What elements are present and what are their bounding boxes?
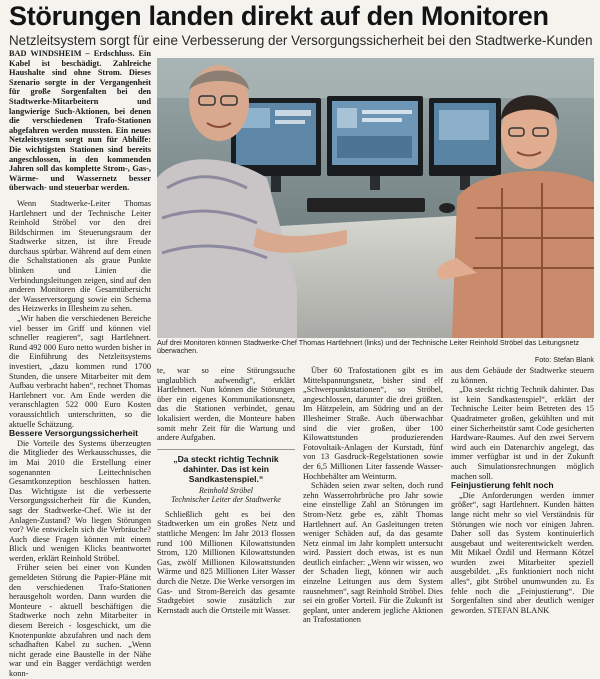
subheading: Bessere Versorgungssicherheit (9, 428, 138, 439)
lead-paragraph (9, 49, 151, 193)
paragraph-text: „Die Anforderungen werden immer größer“, sagt Hartlehnert. Kunden hätten lange nicht mehr so viel Verständnis für Störungen wie noch vor einigen Jahren. Daher soll das System kontinuierlich ausgebaut und weiterentwickelt werden. Mit Mikael Özdil und Hermann Kötzel wurden zwei Mitarbeiter speziell ausgebildet. „Es funktioniert noch nicht alles“, gibt Ströbel unumwunden zu. Es fehle noch die „Feinjustierung“. Die Sorgenfalten sind aber deutlich weniger geworden. (451, 490, 594, 615)
article-column-1 (9, 49, 151, 679)
photo-caption (157, 339, 594, 364)
body-paragraph: aus dem Gebäude der Stadtwerke steuern zu können. (451, 366, 594, 385)
photo-illustration (157, 58, 594, 338)
author-signature: STEFAN BLANK (487, 605, 550, 615)
mouse (439, 203, 455, 213)
body-paragraph: Schließlich geht es bei den Stadtwerken um ein großes Netz und stattliche Mengen: Im Jahr 2013 flossen rund 100 Millionen Kilowattstunden Strom, 120 Millionen Kilowattstunden Gas, zwölf Millionen Kilowattstunden Wärme und 825 Millionen Liter Wasser durch die Netze. Die Werke versorgen im Gas- und Strom-Bereich das gesamte Stadtgebiet sowie zusätzlich zur Kernstadt auch die Ortsteile mit Wasser. (157, 509, 295, 615)
body-paragraph: „Da steckt richtig Technik dahinter. Das ist kein Sandkastenspiel“, erklärt der Technische Leiter beim Betreten des 15 Quadratmeter großen, gekühlten und mit einer Sicherheitstür samt Code gesicherten Hardware-Raumes. Auf den zwei Servern wird auch ein Datenarchiv angelegt, das immer verfügbar ist und in der Zukunft auch Simulationsrechnungen möglich machen soll. (451, 385, 594, 481)
body-paragraph: Schäden seien zwar selten, doch rund zehn Wasserrohrbrüche pro Jahr sowie eine einstellige Zahl an Störungen im Strom-Netz gebe es, zählt Thomas Hartlehnert auf. An Gasleitungen treten weniger Schäden auf, da das gesamte Netz einmal im Jahr komplett untersucht wird. Passiert doch etwas, ist es nun deutlich einfacher: „Wenn wir wissen, wo der Schaden liegt, können wir auch einzelne Leitungen aus dem System rausnehmen“, sagt Reinhold Ströbel. Dies sei ein großer Vorteil. Für die Zukunft ist geplant, unter anderem jegliche Aktionen an Trafostationen (303, 481, 443, 625)
body-paragraph: Die Vorteile des Systems überzeugten die Mitglieder des Werkausschusses, die im Mai 2010 die Erstellung einer sogenannten Leittechnischen Gesamtkonzeption beschlossen hatten. Das Wichtigste ist die verbesserte Versorgungssicherheit für die Kunden, sagt der Stadtwerke-Chef. Wie ist der Anlagen-Zustand? Wo liegen Störungen vor? Wie entwickeln sich die Verbräuche? Auch diese Fragen können mit einem Blick und wenigen Klicks beantwortet werden, erklärt Reinhold Ströbel. (9, 438, 151, 563)
subheadline: Netzleitsystem sorgt für eine Verbesserung der Versorgungssicherheit bei den Stadtwerke-Kunden (9, 33, 593, 48)
caption-text: Auf drei Monitoren können Stadtwerke-Chef Thomas Hartlehnert (links) und der Technische Leiter Reinhold Ströbel das Leitungsnetz überwachen. (157, 338, 580, 356)
body-paragraph: Wenn Stadtwerke-Leiter Thomas Hartlehnert und der Technische Leiter Reinhold Ströbel vor den drei Bildschirmen im Steuerungsraum der Stadtwerke sitzen, ist ihre Freude durchaus spürbar. Während auf dem einen die Schaltstationen als graue Punkte blinken und Linien die Verbindungsleitungen zeigen, sind auf den anderen Monitoren die Gesamtübersicht der Wasserversorgung sowie ein Schema des Heizwerks in Illesheim zu sehen. (9, 198, 151, 314)
body-paragraph: „Wir haben die verschiedenen Bereiche viel besser im Griff und können viel schneller reagieren“, sagt Hartlehnert. Rund 492 000 Euro netto wurden bisher in die Einführung des Netzleitsystems investiert, „dazu kommen rund 1700 Stunden, die unsere Mitarbeiter mit dem Aufbau verbracht haben“, rechnet Thomas Hartlehnert vor. Am Ende werden die veranschlagten 522 000 Euro Kosten voraussichtlich unterschritten, so die aktuelle Schätzung. (9, 314, 151, 429)
body-paragraph: Früher seien bei einer von Kunden gemeldeten Störung die Papier-Pläne mit den verschiedenen Trafo-Stationen herausgeholt worden. Dann wurden die Monteure - aktuell beschäftigen die Stadtwerke noch zehn Mitarbeiter in diesem Bereich - losgeschickt, um die Knotenpunkte abzufahren und nach dem schadhaften Kabel zu suchen. „Wenn nicht gerade eine Baustelle in der Nähe war und ein Bagger verdächtigt werden konn- (9, 563, 151, 678)
article-column-2 (157, 366, 295, 615)
article-column-4 (451, 366, 594, 615)
subheading: Feinjustierung fehlt noch (451, 480, 554, 491)
monitor-center (327, 96, 423, 190)
article-photo (157, 58, 594, 338)
quote-role: Technischer Leiter der Stadtwerke (171, 494, 281, 504)
dateline: BAD WINDSHEIM (9, 49, 82, 58)
quote-author: Reinhold Ströbel (199, 485, 253, 495)
pull-quote (157, 449, 295, 504)
headline: Störungen landen direkt auf den Monitoren (9, 1, 549, 31)
article-column-3 (303, 366, 443, 625)
body-paragraph: te, war so eine Störungssuche unglaublich aufwendig“, erklärt Hartlehnert. Nun können die Störungen über ein eigenes Kommunikationsnetz, das die Stationen verbindet, genau lokalisiert werden, die Monteure haben somit mehr Zeit für die Wartung und andere Aufgaben. (157, 366, 295, 443)
lead-text: – Erdschluss. Ein Kabel ist beschädigt. Zahlreiche Haushalte sind ohne Strom. Dieses Szenario sorgte in der Vergangenheit für große Sorgenfalten bei den Stadtwerke-Mitarbeitern und langwierige Such-Aktionen, bei denen die verschiedenen Trafo-Stationen abgefahren werden mussten. Ein neues Netzleitsystem sorgt nun für Abhilfe: Die wichtigsten Stationen sind bereits angeschlossen, in den kommenden Jahren soll das komplette Strom-, Gas-, Wärme- und Wassernetz besser überwach- und steuerbar werden. (9, 49, 151, 193)
photo-credit: Foto: Stefan Blank (534, 354, 594, 364)
quote-text: „Da steckt richtig Technik dahinter. Das ist kein Sandkastenspiel.“ (173, 453, 279, 484)
keyboard (307, 198, 425, 212)
body-paragraph: Über 60 Trafostationen gibt es im Mittelspannungsnetz, bisher sind elf „Schwerpunktstationen“, so Ströbel, angeschlossen, darunter die drei größten. Im Hätzpelein, am Südring und an der Illesheimer Straße. Auch überwachbar sind die vier großen, über 100 Kilowattstunden produzierenden Fotovoltaik-Anlagen der Kurstadt, fünf von 13 Gasdruck-Regelstationen sowie der 6,5 Millionen Liter fassende Wasser-Hochbehälter am Weinturm. (303, 366, 443, 481)
